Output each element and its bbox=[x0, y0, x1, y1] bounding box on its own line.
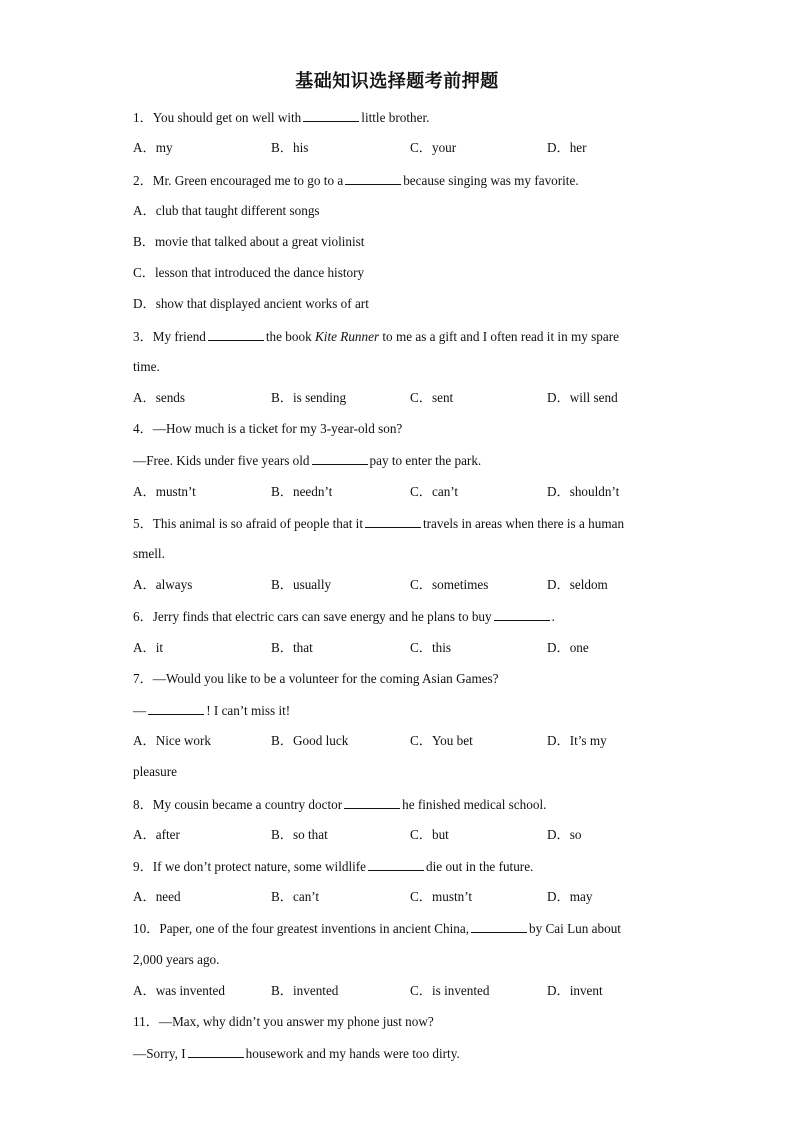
option-b: B．that bbox=[271, 640, 313, 655]
option-a: A．Nice work bbox=[133, 733, 212, 748]
option-d: D．show that displayed ancient works of art bbox=[133, 296, 369, 311]
question-text: 2．Mr. Green encouraged me to go to a bbox=[133, 173, 344, 188]
option-d: D．one bbox=[547, 640, 589, 655]
page-title: 基础知识选择题考前押题 bbox=[295, 71, 499, 92]
question-text: 5．This animal is so afraid of people that it bbox=[133, 516, 363, 531]
option-c: C．can’t bbox=[410, 484, 459, 499]
question-8 bbox=[133, 796, 663, 813]
question-11: 11．—Max, why didn’t you answer my phone just now? bbox=[133, 1014, 434, 1029]
question-4-options bbox=[133, 484, 673, 500]
question-7-options bbox=[133, 733, 673, 749]
question-4-response bbox=[133, 452, 663, 469]
option-b: B．invented bbox=[271, 983, 339, 998]
question-7: 7．—Would you like to be a volunteer for the coming Asian Games? bbox=[133, 671, 499, 686]
question-1 bbox=[133, 109, 663, 126]
answer-blank bbox=[345, 172, 401, 185]
option-b: B．movie that talked about a great violinist bbox=[133, 234, 365, 249]
option-c: C．mustn’t bbox=[410, 889, 473, 904]
answer-blank bbox=[148, 702, 204, 715]
option-d: D．will send bbox=[547, 390, 618, 405]
question-text: to me as a gift and I often read it in my spare bbox=[382, 329, 619, 344]
option-d: D．so bbox=[547, 827, 582, 842]
question-3-options bbox=[133, 390, 673, 406]
question-text: 3．My friend bbox=[133, 329, 206, 344]
option-c: C．is invented bbox=[410, 983, 490, 998]
option-c: C．lesson that introduced the dance history bbox=[133, 265, 365, 280]
question-2 bbox=[133, 172, 663, 189]
question-text: 10．Paper, one of the four greatest inventions in ancient China, bbox=[133, 921, 470, 936]
question-text: 8．My cousin became a country doctor bbox=[133, 797, 343, 812]
option-c: C．but bbox=[410, 827, 449, 842]
question-text: — bbox=[133, 703, 147, 718]
answer-blank bbox=[471, 920, 527, 933]
option-b: B．so that bbox=[271, 827, 328, 842]
question-6 bbox=[133, 608, 663, 625]
question-8-options bbox=[133, 827, 673, 843]
question-text: . bbox=[551, 609, 555, 624]
option-d: D．invent bbox=[547, 983, 603, 998]
question-5-options bbox=[133, 577, 673, 593]
answer-blank bbox=[188, 1045, 244, 1058]
option-b: B．Good luck bbox=[271, 733, 349, 748]
option-c: C．sent bbox=[410, 390, 454, 405]
option-d: D．shouldn’t bbox=[547, 484, 620, 499]
question-continuation: 2,000 years ago. bbox=[133, 952, 220, 967]
answer-blank bbox=[368, 858, 424, 871]
answer-blank bbox=[312, 452, 368, 465]
option-d: D．seldom bbox=[547, 577, 608, 592]
option-a: A．sends bbox=[133, 390, 186, 405]
question-text: 6．Jerry finds that electric cars can save energy and he plans to buy bbox=[133, 609, 492, 624]
question-text: travels in areas when there is a human bbox=[423, 516, 625, 531]
question-text: 1．You should get on well with bbox=[133, 110, 302, 125]
question-continuation: smell. bbox=[133, 546, 165, 561]
question-text: housework and my hands were too dirty. bbox=[245, 1046, 460, 1061]
answer-blank bbox=[208, 328, 264, 341]
option-c: C．You bet bbox=[410, 733, 473, 748]
question-5 bbox=[133, 515, 663, 532]
question-10 bbox=[133, 920, 663, 937]
question-text: the book bbox=[265, 329, 312, 344]
option-c: C．sometimes bbox=[410, 577, 489, 592]
question-3 bbox=[133, 328, 663, 345]
question-11-response bbox=[133, 1045, 663, 1062]
question-continuation: time. bbox=[133, 359, 160, 374]
answer-blank bbox=[344, 796, 400, 809]
option-a: A．was invented bbox=[133, 983, 225, 998]
option-b: B．his bbox=[271, 140, 309, 155]
option-d: D．may bbox=[547, 889, 593, 904]
answer-blank bbox=[303, 109, 359, 122]
option-c: C．this bbox=[410, 640, 452, 655]
question-10-options bbox=[133, 983, 673, 999]
option-a: A．need bbox=[133, 889, 181, 904]
option-a: A．always bbox=[133, 577, 193, 592]
question-text: he finished medical school. bbox=[402, 797, 547, 812]
question-4: 4．—How much is a ticket for my 3-year-old son? bbox=[133, 421, 403, 436]
option-d: D．It’s my bbox=[547, 733, 607, 748]
option-a: A．mustn’t bbox=[133, 484, 196, 499]
option-a: A．my bbox=[133, 140, 173, 155]
question-text: —Sorry, I bbox=[133, 1046, 186, 1061]
question-text: die out in the future. bbox=[426, 859, 534, 874]
option-b: B．is sending bbox=[271, 390, 347, 405]
option-b: B．needn’t bbox=[271, 484, 333, 499]
question-text: 9．If we don’t protect nature, some wildlife bbox=[133, 859, 367, 874]
question-text: because singing was my favorite. bbox=[403, 173, 579, 188]
question-text: by Cai Lun about bbox=[529, 921, 621, 936]
question-9-options bbox=[133, 889, 673, 905]
question-text: —Free. Kids under five years old bbox=[133, 453, 310, 468]
question-9 bbox=[133, 858, 663, 875]
option-b: B．usually bbox=[271, 577, 332, 592]
question-text: ! I can’t miss it! bbox=[206, 703, 291, 718]
option-d: D．her bbox=[547, 140, 587, 155]
question-text: pay to enter the park. bbox=[369, 453, 482, 468]
option-continuation: pleasure bbox=[133, 764, 177, 779]
question-1-options bbox=[133, 140, 673, 156]
question-6-options bbox=[133, 640, 673, 656]
question-text: little brother. bbox=[361, 110, 430, 125]
option-c: C．your bbox=[410, 140, 457, 155]
option-a: A．after bbox=[133, 827, 180, 842]
option-b: B．can’t bbox=[271, 889, 320, 904]
answer-blank bbox=[365, 515, 421, 528]
book-title: Kite Runner bbox=[314, 329, 380, 344]
option-a: A．club that taught different songs bbox=[133, 203, 320, 218]
question-7-response bbox=[133, 702, 663, 719]
answer-blank bbox=[494, 608, 550, 621]
option-a: A．it bbox=[133, 640, 164, 655]
